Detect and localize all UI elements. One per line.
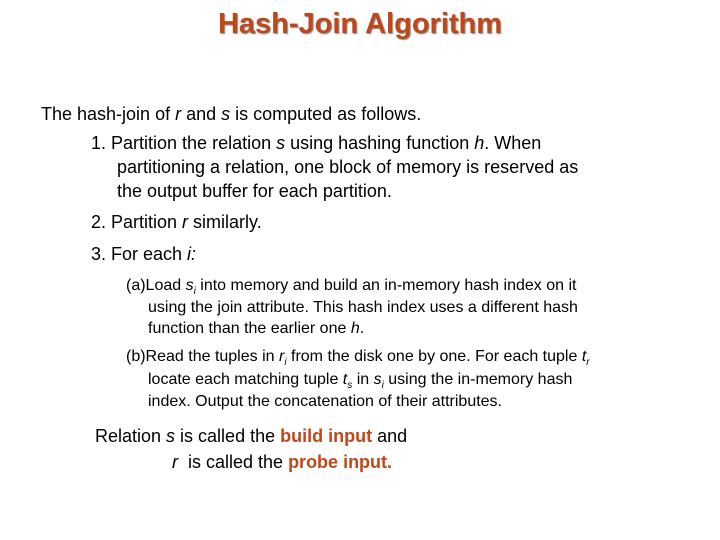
step-1-line-2: partitioning a relation, one block of memory is reserved as [117,157,579,177]
step-2-line: 2. Partition r similarly. [91,212,262,232]
substep-b-line-2: locate each matching tuple $t_s$ in $s_i$ using the in-memory hash [148,371,573,392]
closing-line-2: r is called the probe input. [172,452,393,472]
substep-a-line-2: using the join attribute. This hash index uses a different hash [148,299,578,316]
step-1-line-3: the output buffer for each partition. [117,181,392,201]
substep-b-line-1: (b)Read the tuples in $r_i$ from the disk one by one. For each tuple $t_r$ [126,348,590,369]
step-1-line-1: 1. Partition the relation s using hashing function h. When [91,133,542,153]
intro-line: The hash-join of r and s is computed as follows. [41,104,422,124]
build-input-term: build input [280,426,373,446]
step-3-line: 3. For each i: [91,244,197,264]
probe-input-term: probe input. [288,452,393,472]
slide-title: Hash-Join Algorithm [217,8,503,40]
closing-line-1: Relation s is called the build input and [95,426,408,446]
substep-b-line-3: index. Output the concatenation of their attributes. [148,393,502,410]
substep-a-line-1: (a)Load $s_i$ into memory and build an in-memory hash index on it [126,277,577,298]
substep-a-line-3: function than the earlier one h. [148,320,365,337]
